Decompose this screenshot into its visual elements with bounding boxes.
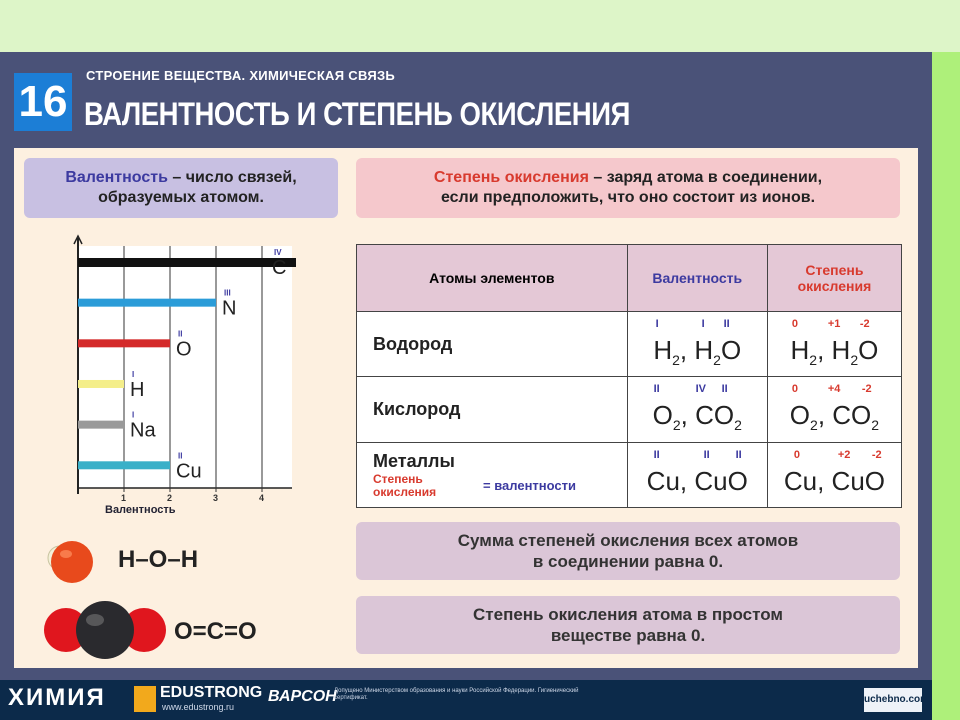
chart-bar-h [78, 380, 124, 388]
row-hydrogen-label: Водород [357, 312, 628, 377]
right-border-strip [932, 52, 960, 720]
water-formula: H–O–H [118, 546, 199, 573]
header-valence: Валентность [627, 245, 767, 312]
oxidation-text-line2: если предположить, что оно состоит из ионов. [440, 189, 816, 206]
rule-sum-zero: Сумма степеней окисления всех атомов в соединении равна 0. [356, 522, 900, 580]
oxidation-text-line1: – заряд атома в соединении, [588, 169, 823, 186]
metals-note-equals: = валентности [483, 477, 576, 493]
chart-tick-label: 3 [213, 493, 219, 503]
header-atoms: Атомы элементов [357, 245, 628, 312]
valence-chart [40, 232, 310, 522]
section-subtitle: СТРОЕНИЕ ВЕЩЕСТВА. ХИМИЧЕСКАЯ СВЯЗЬ [86, 68, 396, 83]
chart-valence-mark: IV [274, 248, 282, 257]
chart-tick-label: 2 [167, 493, 173, 503]
lesson-number: 16 [14, 73, 72, 131]
chart-element-c: C [272, 257, 287, 279]
chart-ticks [121, 493, 264, 503]
oxidation-definition [356, 158, 900, 218]
header-oxidation: Степень окисления [767, 245, 901, 312]
row-oxygen-oxidation: 0 +4 -2 $O_2$, $CO_2$ [767, 377, 901, 442]
valence-definition [24, 158, 338, 218]
valence-term: Валентность [65, 169, 168, 186]
chart-valence-mark: II [178, 329, 183, 339]
chart-element-na: Na [130, 419, 156, 442]
valence-text-line1: – число связей, [167, 169, 297, 186]
row-oxygen-valence: II IV II $O_2$, $CO_2$ [627, 377, 767, 442]
chart-element-h: H [130, 378, 145, 401]
chart-plot-area [78, 246, 292, 488]
chart-valence-mark: III [224, 288, 231, 298]
footer-url: www.edustrong.ru [162, 702, 235, 712]
rule-simple-substance: Степень окисления атома в простом веществе равна 0. [356, 596, 900, 654]
water-molecule-model [46, 532, 106, 588]
chart-valence-mark: II [178, 451, 183, 461]
footer-brand: ХИМИЯ [8, 684, 106, 711]
table-row [357, 377, 902, 442]
edustrong-logo-icon [134, 686, 156, 712]
row-oxygen-label: Кислород [357, 377, 628, 442]
chart-bar-o [78, 339, 170, 347]
co2-molecule-model [40, 598, 170, 662]
chart-valence-mark: I [132, 369, 135, 379]
chart-bar-cu [78, 461, 170, 469]
table-row [357, 312, 902, 377]
co2-formula: O=C=O [174, 618, 257, 645]
chart-element-n: N [222, 297, 237, 320]
chart-bar-c [78, 258, 296, 267]
table-header-row [357, 245, 902, 312]
row-metals-oxidation: 0 +2 -2 Cu, CuO [767, 442, 901, 507]
table-row [357, 442, 902, 507]
row-metals-label: Металлы Степень окисления = валентности [357, 442, 628, 507]
row-hydrogen-valence: I I II $H_2$, $H_2O$ [627, 312, 767, 377]
chart-element-o: O [176, 338, 192, 361]
row-metals-valence: II II II Cu, CuO [627, 442, 767, 507]
footer-varson: ВАРСОН [268, 688, 337, 705]
chart-x-axis-label: Валентность [105, 504, 176, 516]
footer-fine-print: Допущено Министерством образования и науки Российской Федерации. Гигиенический сертификат. [334, 688, 579, 701]
page-title: ВАЛЕНТНОСТЬ И СТЕПЕНЬ ОКИСЛЕНИЯ [84, 96, 630, 132]
footer-edustrong: EDUSTRONG [160, 684, 263, 701]
row-hydrogen-oxidation: 0 +1 -2 $H_2$, $H_2O$ [767, 312, 901, 377]
chart-bar-na [78, 421, 124, 429]
oxidation-term: Степень окисления [433, 169, 589, 186]
chart-element-cu: Cu [176, 460, 202, 483]
valence-text-line2: образуемых атомом. [98, 189, 264, 206]
comparison-table [356, 244, 902, 508]
chart-bar-n [78, 299, 216, 307]
chart-grid [74, 236, 292, 494]
metals-note-term: Степень окисления [373, 471, 437, 499]
chart-tick-label: 1 [121, 493, 127, 503]
chart-tick-label: 4 [259, 493, 265, 503]
chart-valence-mark: I [132, 410, 135, 420]
footer-uchebno: uchebno.com [864, 688, 922, 712]
